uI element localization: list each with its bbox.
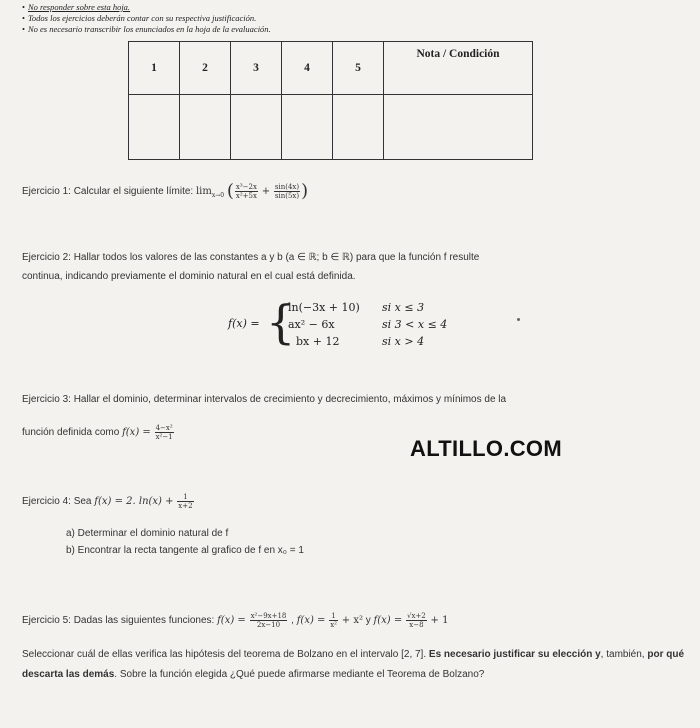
piecewise-cond: si 3 < x ≤ 4 [382,318,448,331]
grade-col-nota: Nota / Condición [384,42,533,95]
exercise-1-text: Calcular el siguiente límite: [73,186,194,198]
exercise-5-f3-tail: + 1 [430,615,449,627]
exercise-5-paragraph [22,645,698,685]
grade-table-blank-row [129,95,533,160]
brace: { [266,295,296,349]
instructions [22,2,482,35]
exercise-5-f2: f(x) = [296,615,326,627]
grade-col-1: 1 [129,42,180,95]
grade-cell [180,95,231,160]
paren-close: ) [301,180,309,202]
paragraph-text: , también, [600,649,645,660]
exercise-1-label: Ejercicio 1: [22,186,71,198]
paragraph-text: Seleccionar cuál de ellas verifica las hipótesis del teorema de Bolzano en el intervalo [2, 7]. [22,649,427,660]
exercise-4-fx: f(x) = 2. ln(x) + [94,496,174,508]
instruction-item: • No es necesario transcribir los enunciados en la hoja de la evaluación. [22,24,271,34]
fraction-3-den: x²−1 [155,433,173,441]
paragraph-bold: por qué descarta las demás [22,649,685,680]
fraction-4 [177,493,193,510]
paragraph-bold: Es necesario justificar su [428,649,550,660]
paragraph-text: de Bolzano? [428,669,485,680]
exercise-2 [22,251,479,265]
fraction-5c [406,612,427,629]
exercise-5-f3: f(x) = [373,615,403,627]
exercise-5-f2-tail: + x² [341,615,363,627]
fraction-5c-num: √x+2 [407,612,426,620]
exercise-4-part-b: b) Encontrar la recta tangente al grafico de f en x₀ = 1 [66,545,304,556]
piecewise-expr: ax² − 6x [288,318,335,331]
fraction-5a-den: 2x−10 [256,621,281,629]
fraction-5a [250,612,288,629]
conjunction: y [365,615,371,627]
instruction-item: • Todos los ejercicios deberán contar con su respectiva justificación. [22,13,257,23]
exercise-2-label: Ejercicio 2: [22,252,71,263]
exercise-4-label: Ejercicio 4: [22,496,71,508]
fraction-1 [235,183,258,200]
fraction-1-num: x³−2x [235,183,257,191]
piecewise-lhs: f(x) = [228,317,260,330]
plus-sign: + [261,186,271,198]
exercise-3-text: función definida como [22,427,120,439]
piecewise-row [288,335,425,348]
exercise-3-fx: f(x) = [122,427,151,439]
fraction-5a-num: x²−9x+18 [250,612,287,620]
paren-open: ( [226,180,234,202]
exercise-1 [22,180,309,203]
fraction-3 [155,424,174,441]
limit-subscript: x→0 [211,192,225,200]
grade-cell [384,95,533,160]
limit-symbol: lim [195,186,212,198]
grade-col-3: 3 [231,42,282,95]
exercise-5-text: Dadas las siguientes funciones: [73,615,215,627]
grade-col-2: 2 [180,42,231,95]
grade-cell [282,95,333,160]
exercise-4 [22,493,195,510]
grade-table [128,41,533,160]
grade-cell [129,95,180,160]
paragraph-bold: elección y [552,649,601,660]
fraction-1-den: x²+5x [235,192,257,200]
fraction-5b [329,612,338,629]
grade-col-4: 4 [282,42,333,95]
piecewise-expr: bx + 12 [296,335,340,348]
exercise-4-part-a: a) Determinar el dominio natural de f [66,528,229,539]
grade-col-5: 5 [333,42,384,95]
exercise-2-line1: Hallar todos los valores de las constantes a y b (a ∈ ℝ; b ∈ ℝ) para que la función f resulte [73,252,480,263]
fraction-4-den: x+2 [178,502,193,510]
fraction-5b-num: 1 [329,612,338,621]
fraction-3-num: 4−x² [155,424,173,432]
piecewise-row [288,301,425,314]
exercise-3-line2 [22,424,175,441]
piecewise-expr: ln(−3x + 10) [288,301,360,314]
exercise-3 [22,393,506,407]
paragraph-text: . Sobre la función elegida ¿Qué puede afirmarse mediante el Teorema [114,669,426,680]
separator: , [291,615,294,627]
piecewise-cond: si x > 4 [382,335,425,348]
grade-cell [231,95,282,160]
fraction-5b-den: x² [330,621,337,629]
exercise-4-text: Sea [73,496,92,508]
exercise-2-line2: continua, indicando previamente el dominio natural en el cual está definida. [22,271,356,282]
exercise-3-label: Ejercicio 3: [22,394,71,405]
watermark: ALTILLO.COM [410,436,562,461]
speck [517,318,520,321]
exercise-5-label: Ejercicio 5: [22,615,71,627]
fraction-4-num: 1 [177,493,193,502]
grade-cell [333,95,384,160]
fraction-5c-den: x−8 [409,621,424,629]
fraction-2-num: sin(4x) [274,183,300,191]
exercise-5-f1: f(x) = [217,615,246,627]
grade-table-header [129,42,533,95]
piecewise-cond: si x ≤ 3 [382,301,425,314]
instruction-item: • No responder sobre esta hoja. [22,2,131,12]
exercise-5 [22,612,448,629]
piecewise-row [288,318,448,331]
fraction-2-den: sin(5x) [274,192,300,200]
fraction-2 [274,183,300,200]
exercise-3-line1: Hallar el dominio, determinar intervalos de crecimiento y decrecimiento, máximos y mínimos de la [73,394,507,405]
